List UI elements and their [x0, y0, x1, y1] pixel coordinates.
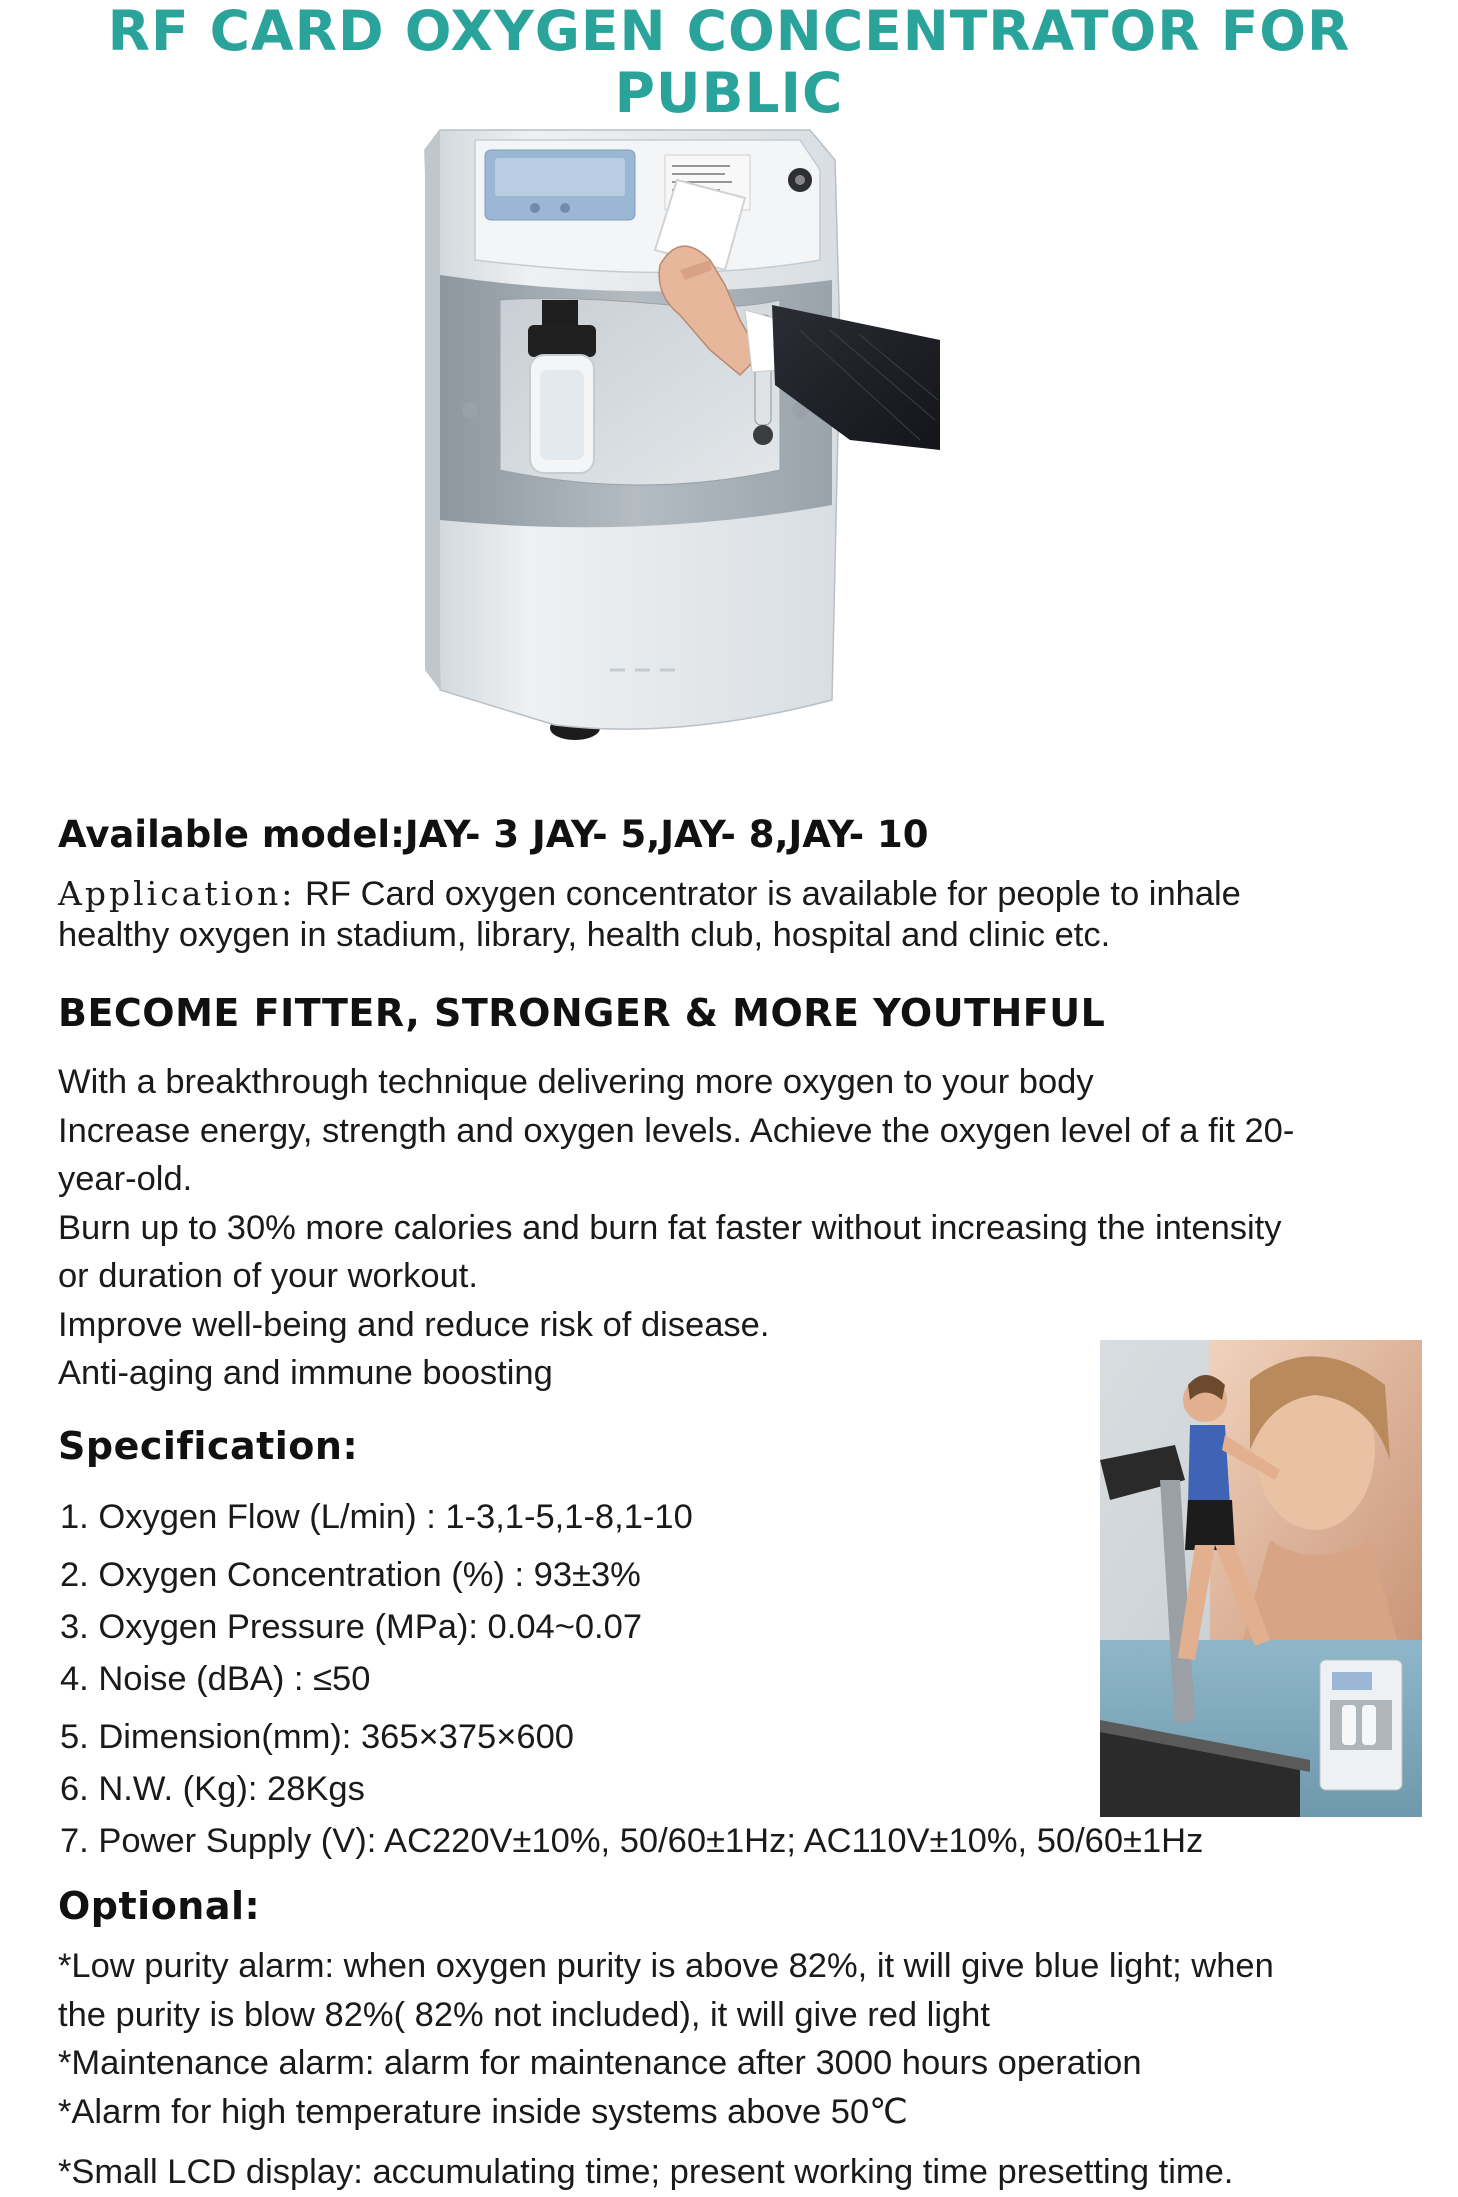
spec-item-net-weight: 6. N.W. (Kg): 28Kgs	[60, 1770, 365, 1808]
benefit-line: or duration of your workout.	[58, 1257, 478, 1295]
benefit-line: With a breakthrough technique delivering more oxygen to your body	[58, 1063, 1094, 1101]
benefit-line: Anti-aging and immune boosting	[58, 1354, 553, 1392]
benefit-line: Improve well-being and reduce risk of disease.	[58, 1305, 770, 1344]
available-models-heading: Available model:JAY- 3 JAY- 5,JAY- 8,JAY- 10	[58, 813, 929, 856]
optional-line: the purity is blow 82%( 82% not included), it will give red light	[58, 1995, 990, 2034]
optional-list	[58, 1942, 1448, 2197]
benefit-line: year-old.	[58, 1160, 193, 1198]
optional-line: *Small LCD display: accumulating time; present working time presetting time.	[58, 2153, 1234, 2191]
spec-item-oxygen-pressure: 3. Oxygen Pressure (MPa): 0.04~0.07	[60, 1608, 643, 1646]
page-title: RF CARD OXYGEN CONCENTRATOR FOR PUBLIC	[107, 0, 1351, 125]
application-paragraph	[58, 870, 1418, 959]
optional-line: *Alarm for high temperature inside systems above 50℃	[58, 2092, 908, 2131]
optional-heading: Optional:	[58, 1884, 261, 1928]
oxygen-concentrator-image	[380, 110, 1080, 760]
specification-list	[60, 1491, 1203, 1867]
application-text-line-1: RF Card oxygen concentrator is available for people to inhale	[295, 875, 1241, 913]
spec-item-dimension: 5. Dimension(mm): 365×375×600	[60, 1718, 574, 1756]
application-label: Application:	[58, 874, 296, 913]
optional-line: *Low purity alarm: when oxygen purity is above 82%, it will give blue light; when	[58, 1947, 1274, 1985]
spec-item-power-supply: 7. Power Supply (V): AC220V±10%, 50/60±1Hz; AC110V±10%, 50/60±1Hz	[60, 1822, 1204, 1860]
spec-item-oxygen-flow: 1. Oxygen Flow (L/min) : 1-3,1-5,1-8,1-10	[60, 1498, 693, 1536]
benefit-line: Burn up to 30% more calories and burn fat faster without increasing the intensity	[58, 1208, 1282, 1247]
optional-line: *Maintenance alarm: alarm for maintenance after 3000 hours operation	[58, 2044, 1142, 2082]
spec-item-noise: 4. Noise (dBA) : ≤50	[60, 1660, 371, 1698]
application-text-line-2: healthy oxygen in stadium, library, health club, hospital and clinic etc.	[58, 915, 1111, 954]
spec-item-oxygen-concentration: 2. Oxygen Concentration (%) : 93±3%	[60, 1556, 641, 1594]
benefit-line: Increase energy, strength and oxygen levels. Achieve the oxygen level of a fit 20-	[58, 1111, 1295, 1150]
benefits-heading: BECOME FITTER, STRONGER & MORE YOUTHFUL	[58, 991, 1106, 1035]
specification-heading: Specification:	[58, 1424, 359, 1468]
